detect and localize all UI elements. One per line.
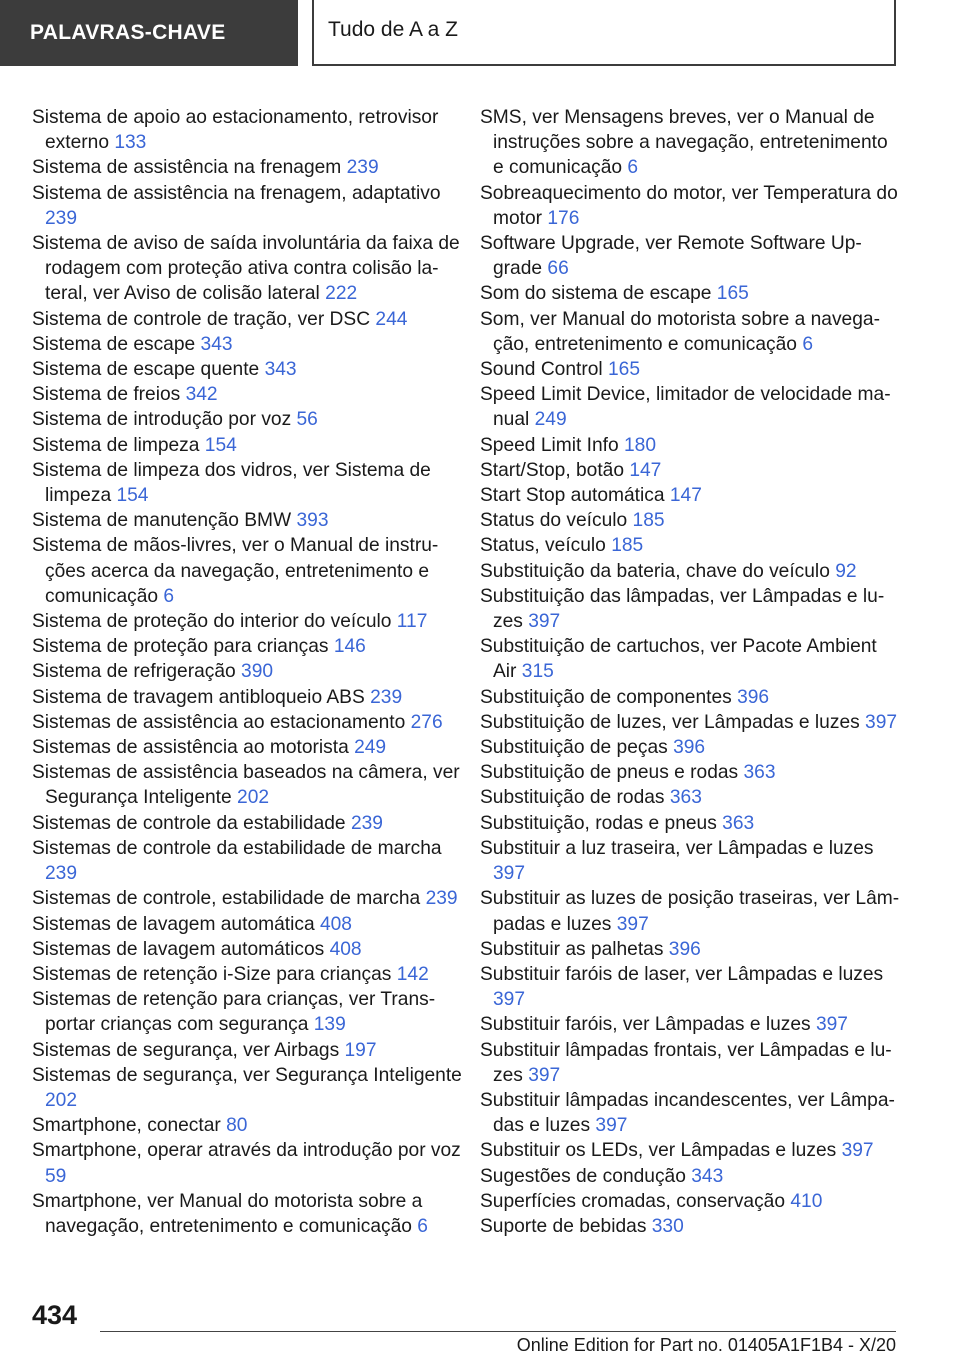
index-entry-text: Sistemas de lavagem automáticos	[32, 938, 325, 960]
index-entry-page-link[interactable]: 92	[835, 560, 857, 582]
index-entry	[480, 1164, 900, 1189]
index-entry-page-link[interactable]: 147	[629, 459, 662, 481]
index-entry-text: Sistemas de assistência ao estacionamento	[32, 711, 406, 733]
index-entry	[480, 483, 900, 508]
index-entry	[32, 760, 462, 810]
index-entry-text: Sistema de proteção para crianças	[32, 636, 329, 658]
index-entry-text: Sistemas de controle da estabilidade de marcha	[32, 837, 442, 859]
index-entry-page-link[interactable]: 165	[608, 359, 641, 381]
index-entry	[480, 433, 900, 458]
index-entry-page-link[interactable]: 197	[344, 1039, 377, 1061]
index-entry-text: Sistema de limpeza	[32, 434, 200, 456]
index-entry-text: Substituir lâmpadas frontais, ver Lâmpadas e luzes	[480, 1039, 892, 1086]
page-number: 434	[32, 1300, 78, 1330]
index-entry-page-link[interactable]: 410	[790, 1190, 823, 1212]
index-entry	[32, 407, 462, 432]
index-entry-text: Substituir faróis, ver Lâmpadas e luzes	[480, 1014, 811, 1036]
index-entry-text: Sistemas de segurança, ver Airbags	[32, 1039, 340, 1061]
index-entry	[480, 1038, 900, 1088]
index-entry-page-link[interactable]: 202	[45, 1089, 78, 1111]
index-entry	[32, 962, 462, 987]
index-entry	[480, 307, 900, 357]
page-header	[0, 0, 960, 66]
index-entry	[480, 836, 900, 886]
index-entry-page-link[interactable]: 397	[493, 863, 526, 885]
index-entry-page-link[interactable]: 239	[425, 888, 458, 910]
index-entry-page-link[interactable]: 244	[375, 308, 408, 330]
index-entry-page-link[interactable]: 6	[627, 157, 639, 179]
index-entry-page-link[interactable]: 363	[722, 812, 755, 834]
index-entry-text: Sobreaquecimento do motor, ver Temperatura do motor	[480, 182, 898, 229]
index-entry	[32, 1138, 462, 1188]
index-entry-page-link[interactable]: 343	[691, 1165, 724, 1187]
index-entry-page-link[interactable]: 139	[313, 1014, 346, 1036]
index-entry-page-link[interactable]: 222	[325, 283, 358, 305]
index-entry	[480, 533, 900, 558]
index-entry-page-link[interactable]: 249	[354, 737, 387, 759]
index-entry-text: Sistema de manutenção BMW	[32, 510, 292, 532]
index-entry-text: Sistemas de retenção i-Size para crianças	[32, 963, 392, 985]
index-entry-page-link[interactable]: 176	[547, 207, 580, 229]
index-entry-page-link[interactable]: 165	[716, 283, 749, 305]
index-entry-text: Start/Stop, botão	[480, 459, 624, 481]
index-entry-text: Sistema de refrigeração	[32, 661, 236, 683]
index-entry-text: Substituir lâmpadas incandescentes, ver Lâmpadas e luzes	[480, 1089, 895, 1137]
index-entry-page-link[interactable]: 180	[624, 434, 657, 456]
index-entry-page-link[interactable]: 397	[493, 989, 526, 1011]
index-entry	[32, 609, 462, 634]
index-entry-text: Smartphone, conectar	[32, 1115, 221, 1137]
index-entry	[480, 785, 900, 810]
index-entry-text: Substituir os LEDs, ver Lâmpadas e luzes	[480, 1140, 837, 1162]
index-column-left	[32, 105, 462, 1239]
index-entry-text: Som, ver Manual do motorista sobre a navegação, entretenimento e comunicação	[480, 308, 880, 355]
index-entry-text: Substituição de pneus e rodas	[480, 762, 739, 784]
index-entry-text: Sistema de controle de tração, ver DSC	[32, 308, 371, 330]
index-entry	[480, 382, 900, 432]
index-entry-text: Sistema de apoio ao estacionamento, retrovisor externo	[32, 107, 439, 154]
index-entry	[32, 836, 462, 886]
index-entry-text: Sistema de assistência na frenagem	[32, 157, 342, 179]
index-entry	[480, 937, 900, 962]
index-entry-page-link[interactable]: 315	[521, 661, 554, 683]
index-entry-text: Sistema de proteção do interior do veículo	[32, 611, 392, 633]
index-entry-page-link[interactable]: 397	[815, 1014, 848, 1036]
index-entry	[32, 886, 462, 911]
index-entry-text: Sistema de limpeza dos vidros, ver Sistema de limpeza	[32, 459, 431, 507]
index-entry-text: Sistemas de assistência ao motorista	[32, 737, 349, 759]
index-entry	[480, 735, 900, 760]
index-entry-page-link[interactable]: 6	[163, 585, 175, 607]
index-entry-page-link[interactable]: 239	[346, 157, 379, 179]
index-entry-text: Substituição de luzes, ver Lâmpadas e luzes	[480, 711, 860, 733]
index-entry	[32, 155, 462, 180]
index-entry	[32, 1063, 462, 1113]
index-entry-page-link[interactable]: 342	[185, 384, 218, 406]
index-entry-page-link[interactable]: 363	[743, 762, 776, 784]
index-column-right	[480, 105, 900, 1239]
index-entry-text: Substituir a luz traseira, ver Lâmpadas e luzes	[480, 837, 874, 859]
index-entry-text: Sistemas de assistência baseados na câmera, ver Segurança Inteligente	[32, 762, 460, 809]
footer-divider	[100, 1331, 896, 1332]
index-entry	[32, 710, 462, 735]
index-entry	[480, 760, 900, 785]
index-entry	[480, 1138, 900, 1163]
subsection-tab[interactable]: Tudo de A a Z	[312, 0, 896, 66]
index-entry-text: Start Stop automática	[480, 485, 665, 507]
index-entry-page-link[interactable]: 397	[528, 611, 561, 633]
index-entry	[32, 231, 462, 307]
index-entry-text: Suporte de bebidas	[480, 1215, 647, 1237]
footer-edition-text: Online Edition for Part no. 01405A1F1B4 - X/20	[516, 1335, 896, 1355]
index-entry-text: Sistema de escape	[32, 333, 196, 355]
index-entry-page-link[interactable]: 363	[669, 787, 702, 809]
index-entry	[32, 307, 462, 332]
index-entry-text: Sistemas de controle, estabilidade de marcha	[32, 888, 421, 910]
index-entry-page-link[interactable]: 239	[45, 207, 78, 229]
index-entry-text: Sugestões de condução	[480, 1165, 686, 1187]
index-entry-text: Substituição, rodas e pneus	[480, 812, 717, 834]
index-entry-page-link[interactable]: 117	[396, 611, 428, 633]
index-entry	[32, 508, 462, 533]
index-entry-text: Sistema de escape quente	[32, 359, 260, 381]
index-entry	[480, 634, 900, 684]
index-entry	[32, 987, 462, 1037]
index-entry	[32, 458, 462, 508]
index-entry-text: Substituir as palhetas	[480, 938, 664, 960]
index-entry	[32, 685, 462, 710]
index-entry	[480, 181, 900, 231]
index-entry	[480, 962, 900, 1012]
index-entry-page-link[interactable]: 154	[116, 485, 149, 507]
index-entry-text: Sistema de introdução por voz	[32, 409, 292, 431]
index-entry-page-link[interactable]: 146	[333, 636, 366, 658]
index-entry-text: Smartphone, operar através da introdução por voz	[32, 1140, 461, 1162]
index-entry-page-link[interactable]: 397	[865, 711, 898, 733]
index-entry-page-link[interactable]: 276	[410, 711, 443, 733]
index-entry	[480, 584, 900, 634]
index-entry-page-link[interactable]: 396	[673, 737, 706, 759]
index-entry	[480, 886, 900, 936]
index-entry	[32, 659, 462, 684]
index-entry	[480, 508, 900, 533]
index-entry-text: Substituir as luzes de posição traseiras, ver Lâmpadas e luzes	[480, 888, 900, 935]
index-entry-text: Substituição de rodas	[480, 787, 665, 809]
index-entry	[32, 634, 462, 659]
index-entry	[480, 559, 900, 584]
index-entry-page-link[interactable]: 6	[417, 1215, 428, 1237]
index-entry	[32, 1113, 462, 1138]
index-entry	[32, 181, 462, 231]
index-entry-page-link[interactable]: 397	[616, 913, 649, 935]
index-entry	[32, 433, 462, 458]
index-entry-text: Substituição da bateria, chave do veículo	[480, 560, 830, 582]
index-entry-text: Sistema de aviso de saída involuntária da faixa de rodagem com proteção ativa contra colisão lateral, ver Aviso de colisão lateral	[32, 233, 460, 305]
index-entry	[32, 912, 462, 937]
index-entry-page-link[interactable]: 202	[237, 787, 270, 809]
index-entry	[480, 281, 900, 306]
index-entry-page-link[interactable]: 185	[611, 535, 644, 557]
index-entry-page-link[interactable]: 393	[296, 510, 329, 532]
index-entry	[32, 332, 462, 357]
index-entry-page-link[interactable]: 390	[241, 661, 274, 683]
index-entry	[32, 382, 462, 407]
index-entry-text: Smartphone, ver Manual do motorista sobre a navegação, entretenimento e comunicação	[32, 1190, 423, 1237]
index-entry-text: Sistema de assistência na frenagem, adaptativo	[32, 182, 441, 204]
index-entry-text: Substituição de peças	[480, 737, 668, 759]
index-entry-page-link[interactable]: 142	[396, 963, 429, 985]
index-entry	[32, 1038, 462, 1063]
index-entry	[480, 458, 900, 483]
index-entry	[32, 937, 462, 962]
index-entry-text: Sistemas de controle da estabilidade	[32, 812, 346, 834]
index-entry-page-link[interactable]: 185	[632, 510, 665, 532]
index-entry-text: Superfícies cromadas, conservação	[480, 1190, 786, 1212]
index-entry	[32, 811, 462, 836]
index-entry-page-link[interactable]: 397	[841, 1140, 874, 1162]
index-entry-page-link[interactable]: 239	[370, 686, 403, 708]
index-entry	[32, 735, 462, 760]
index-entry-text: Sistema de mãos-livres, ver o Manual de instruções acerca da navegação, entretenimento e comunicação	[32, 535, 439, 607]
index-entry-text: Substituição de cartuchos, ver Pacote Ambient Air	[480, 636, 877, 683]
index-entry	[480, 811, 900, 836]
index-entry-page-link[interactable]: 249	[534, 409, 567, 431]
index-entry-text: Sistemas de segurança, ver Segurança Inteligente	[32, 1064, 462, 1086]
index-entry-page-link[interactable]: 154	[204, 434, 237, 456]
index-entry-page-link[interactable]: 397	[595, 1115, 628, 1137]
index-entry-text: Status, veículo	[480, 535, 606, 557]
index-entry-page-link[interactable]: 408	[329, 938, 362, 960]
index-entry-text: Sound Control	[480, 359, 603, 381]
index-entry-text: Som do sistema de escape	[480, 283, 712, 305]
index-entry-page-link[interactable]: 396	[737, 686, 770, 708]
index-entry	[480, 105, 900, 181]
index-entry	[32, 533, 462, 609]
index-entry	[32, 105, 462, 155]
index-entry	[480, 1012, 900, 1037]
index-entry	[32, 1189, 462, 1239]
index-entry-text: Status do veículo	[480, 510, 628, 532]
index-entry-page-link[interactable]: 66	[547, 258, 569, 280]
index-entry-text: Speed Limit Info	[480, 434, 619, 456]
index-entry-text: Speed Limit Device, limitador de velocidade manual	[480, 384, 891, 431]
index-entry-text: Software Upgrade, ver Remote Software Upgrade	[480, 233, 862, 280]
index-entry-page-link[interactable]: 239	[45, 863, 78, 885]
index-entry-text: Sistemas de lavagem automática	[32, 913, 315, 935]
index-entry-text: Substituição das lâmpadas, ver Lâmpadas e luzes	[480, 585, 885, 633]
index-entry-page-link[interactable]: 80	[226, 1115, 248, 1137]
index-entry	[32, 357, 462, 382]
index-entry	[480, 1088, 900, 1138]
index-entry	[480, 1189, 900, 1214]
index-entry-page-link[interactable]: 396	[668, 938, 701, 960]
index-entry-text: Sistema de freios	[32, 384, 181, 406]
index-entry-page-link[interactable]: 56	[296, 409, 318, 431]
index-entry-text: Sistema de travagem antibloqueio ABS	[32, 686, 365, 708]
index-entry-page-link[interactable]: 343	[264, 359, 297, 381]
index-entry-page-link[interactable]: 330	[651, 1215, 684, 1237]
section-tab[interactable]: PALAVRAS-CHAVE	[0, 0, 298, 66]
index-entry-page-link[interactable]: 239	[350, 812, 383, 834]
index-entry-page-link[interactable]: 408	[319, 913, 352, 935]
index-entry	[480, 1214, 900, 1239]
index-entry-page-link[interactable]: 343	[200, 333, 233, 355]
index-entry	[480, 685, 900, 710]
index-entry	[480, 357, 900, 382]
index-entry-page-link[interactable]: 147	[669, 485, 702, 507]
index-entry	[480, 710, 900, 735]
index-entry-text: Substituir faróis de laser, ver Lâmpadas e luzes	[480, 963, 884, 985]
index-entry-page-link[interactable]: 59	[45, 1165, 67, 1187]
index-entry-page-link[interactable]: 6	[802, 333, 813, 355]
index-entry-text: Substituição de componentes	[480, 686, 732, 708]
index-entry-page-link[interactable]: 133	[114, 132, 147, 154]
index-entry-text: Sistemas de retenção para crianças, ver Transportar crianças com segurança	[32, 989, 436, 1036]
index-entry	[480, 231, 900, 281]
index-entry-page-link[interactable]: 397	[528, 1064, 561, 1086]
index-entry-text: SMS, ver Mensagens breves, ver o Manual de instruções sobre a navegação, entretenimento e comunicação	[480, 107, 888, 179]
